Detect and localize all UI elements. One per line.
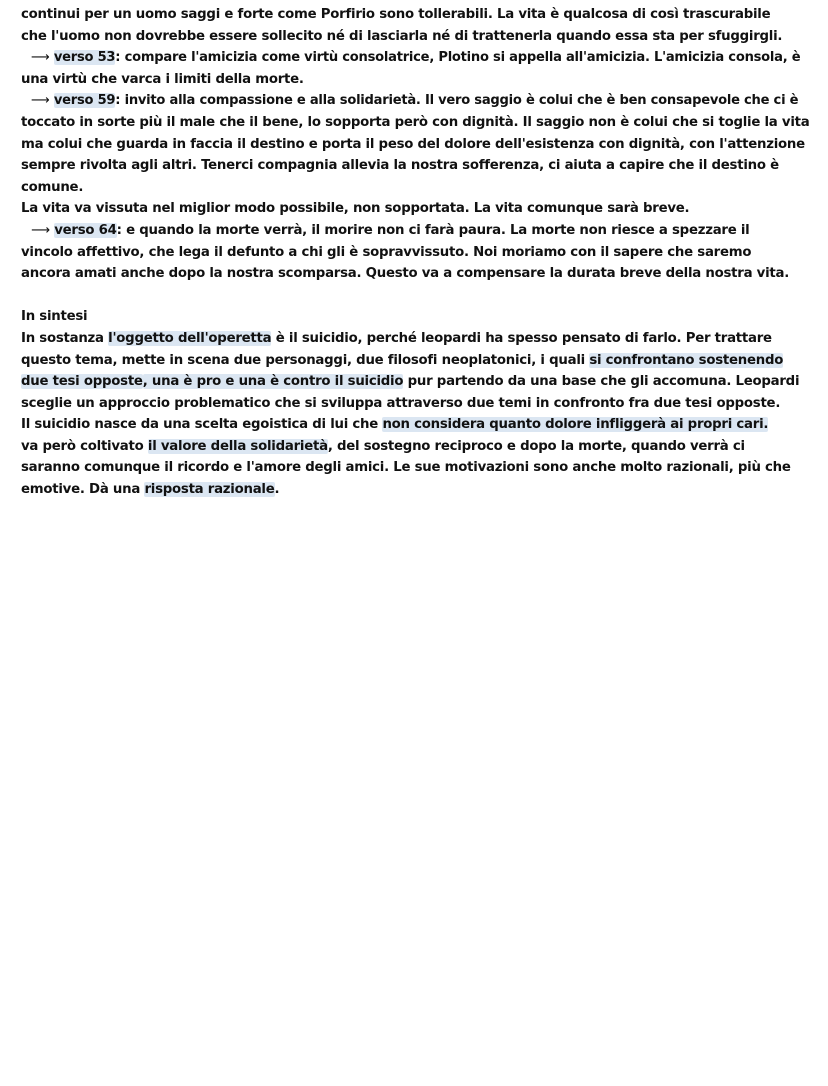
highlight-dolore: non considera quanto dolore infliggerà ai propri cari. xyxy=(382,417,769,433)
life-statement: La vita va vissuta nel miglior modo possibile, non sopportata. La vita comunque sarà breve. xyxy=(21,201,690,217)
summary-text: . xyxy=(274,482,280,498)
verso-59-continuation-4: comune. xyxy=(21,179,84,195)
highlight-oggetto: l'oggetto dell'operetta xyxy=(108,330,272,346)
verso-59-label: verso 59 xyxy=(53,93,116,109)
highlight-tesi-opposte: due tesi opposte xyxy=(21,374,143,390)
notes-page xyxy=(21,4,809,501)
intro-line-2: che l'uomo non dovrebbe essere sollecito né di lasciarla né di trattenerla quando essa sta per sfuggirgli. xyxy=(21,28,783,44)
summary-line-3 xyxy=(21,371,809,393)
summary-line-7: saranno comunque il ricordo e l'amore degli amici. Le sue motivazioni sono anche molto razionali, più che xyxy=(21,460,791,476)
summary-text: è il suicidio, perché leopardi ha spesso pensato di farlo. Per trattare xyxy=(271,330,772,346)
summary-line-5 xyxy=(21,414,809,436)
summary-text: questo tema, mette in scena due personaggi, due filosofi neoplatonici, i quali xyxy=(21,352,590,368)
summary-text: pur partendo da una base che gli accomuna. Leopardi xyxy=(403,374,800,390)
highlight-solidarieta: il valore della solidarietà xyxy=(147,438,328,454)
verso-64-text: : e quando la morte verrà, il morire non ci farà paura. La morte non riesce a spezzare il xyxy=(116,222,750,238)
summary-text: va però coltivato xyxy=(21,438,148,454)
summary-line-4: sceglie un approccio problematico che si sviluppa attraverso due temi in confronto fra due tesi opposte. xyxy=(21,395,781,411)
verso-59-text: : invito alla compassione e alla solidarietà. Il vero saggio è colui che è ben consapevole che ci è xyxy=(115,93,799,109)
highlight-pro-contro: , una è pro e una è contro il suicidio xyxy=(142,374,404,390)
long-right-arrow-icon: ⟶ xyxy=(31,50,50,66)
summary-text: , del sostegno reciproco e dopo la morte, quando verrà ci xyxy=(327,438,745,454)
summary-line-8 xyxy=(21,479,809,501)
verso-59-line xyxy=(21,90,809,112)
summary-line-6 xyxy=(21,436,809,458)
summary-line-2 xyxy=(21,350,809,372)
section-heading: In sintesi xyxy=(21,309,88,325)
summary-text: Il suicidio nasce da una scelta egoistica di lui che xyxy=(21,417,383,433)
verso-53-label: verso 53 xyxy=(53,50,116,66)
verso-64-continuation-2: ancora amati anche dopo la nostra scomparsa. Questo va a compensare la durata breve della nostra vita. xyxy=(21,266,790,282)
verso-59-continuation-1: toccato in sorte più il male che il bene, lo sopporta però con dignità. Il saggio non è colui che si toglie la vita xyxy=(21,114,810,130)
summary-text: emotive. Dà una xyxy=(21,482,145,498)
verso-53-text: : compare l'amicizia come virtù consolatrice, Plotino si appella all'amicizia. L'amicizia consola, è xyxy=(115,50,801,66)
summary-line-1 xyxy=(21,328,809,350)
summary-text: In sostanza xyxy=(21,330,109,346)
verso-64-continuation-1: vincolo affettivo, che lega il defunto a chi gli è sopravvissuto. Noi moriamo con il sapere che saremo xyxy=(21,244,752,260)
verso-64-label: verso 64 xyxy=(54,222,117,238)
verso-59-continuation-3: sempre rivolta agli altri. Tenerci compagnia allevia la nostra sofferenza, ci aiuta a capire che il destino è xyxy=(21,158,779,174)
long-right-arrow-icon: ⟶ xyxy=(31,93,50,109)
intro-line-1: continui per un uomo saggi e forte come Porfirio sono tollerabili. La vita è qualcosa di così trascurabile xyxy=(21,7,771,22)
verso-53-line xyxy=(21,47,809,69)
verso-53-continuation: una virtù che varca i limiti della morte. xyxy=(21,71,304,87)
long-right-arrow-icon: ⟶ xyxy=(31,222,50,238)
verso-64-line xyxy=(21,220,809,242)
paragraph-gap xyxy=(21,285,809,307)
verso-59-continuation-2: ma colui che guarda in faccia il destino e porta il peso del dolore dell'esistenza con dignità, con l'attenzione xyxy=(21,136,805,152)
highlight-risposta: risposta razionale xyxy=(144,482,275,498)
highlight-confronto: si confrontano sostenendo xyxy=(589,352,784,368)
